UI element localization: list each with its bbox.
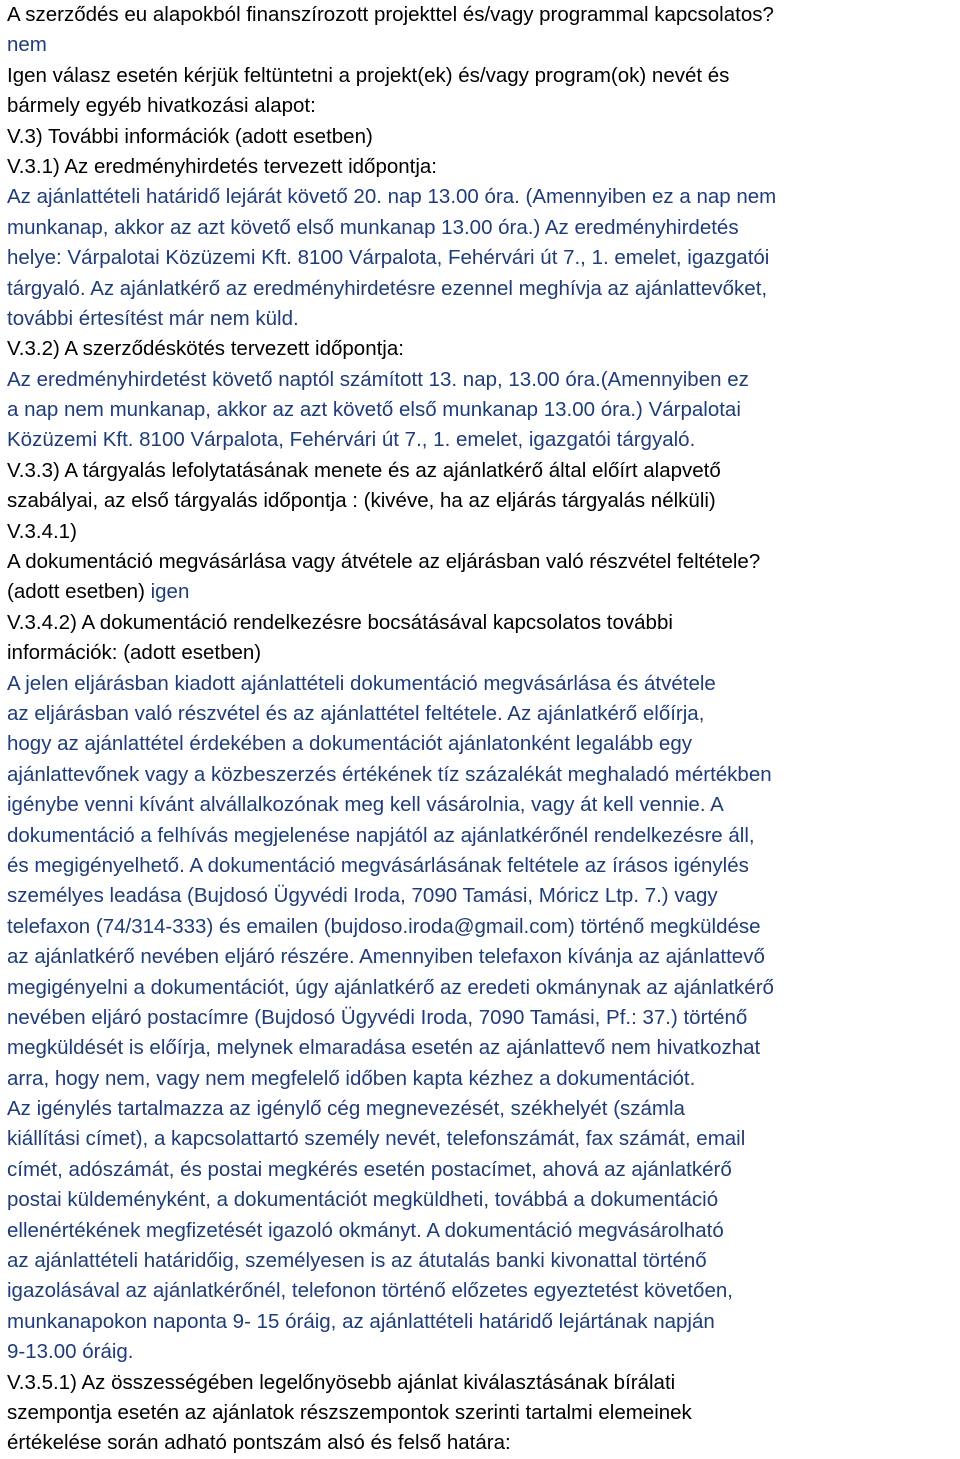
filled-in-text: ajánlattevőnek vagy a közbeszerzés értékének tíz százalékát meghaladó mértékben (7, 762, 772, 786)
form-label-text: V.3) További információk (adott esetben) (7, 124, 373, 148)
text-line (7, 486, 960, 516)
text-line (7, 1216, 960, 1246)
text-line (7, 304, 960, 334)
filled-in-text: címét, adószámát, és postai megkérés esetén postacímet, ahová az ajánlatkérő (7, 1157, 732, 1181)
text-line (7, 1124, 960, 1154)
filled-in-text: igénybe venni kívánt alvállalkozónak meg kell vásárolnia, vagy át kell vennie. A (7, 793, 724, 817)
filled-in-text: személyes leadása (Bujdosó Ügyvédi Iroda, 7090 Tamási, Móricz Ltp. 7.) vagy (7, 884, 718, 908)
text-line (7, 577, 960, 607)
text-line (7, 91, 960, 121)
form-label-text: értékelése során adható pontszám alsó és felső határa: (7, 1431, 511, 1455)
text-line (7, 669, 960, 699)
text-line (7, 1155, 960, 1185)
text-line (7, 608, 960, 638)
filled-in-text: megigényelni a dokumentációt, úgy ajánlatkérő az eredeti okmánynak az ajánlatkérő (7, 975, 774, 999)
form-label-text: információk: (adott esetben) (7, 641, 262, 665)
filled-in-text: és megigényelhető. A dokumentáció megvásárlásának feltétele az írásos igénylés (7, 853, 749, 877)
filled-in-text: az eljárásban való részvétel és az ajánlattétel feltétele. Az ajánlatkérő előírja, (7, 701, 705, 725)
text-line (7, 334, 960, 364)
filled-in-text: dokumentáció a felhívás megjelenése napjától az ajánlatkérőnél rendelkezésre áll, (7, 823, 755, 847)
filled-in-text: nem (7, 33, 47, 57)
filled-in-text: A jelen eljárásban kiadott ajánlattételi dokumentáció megvásárlása és átvétele (7, 671, 716, 695)
text-line (7, 699, 960, 729)
text-line (7, 1337, 960, 1367)
form-label-text: szempontja esetén az ajánlatok részszempontok szerinti tartalmi elemeinek (7, 1400, 692, 1424)
filled-in-text: igazolásával az ajánlatkérőnél, telefonon történő előzetes egyeztetést követően, (7, 1279, 733, 1303)
text-line (7, 1307, 960, 1337)
text-line (7, 942, 960, 972)
text-line (7, 213, 960, 243)
form-label-text: A szerződés eu alapokból finanszírozott projekttel és/vagy programmal kapcsolatos? (7, 3, 774, 26)
text-line (7, 1033, 960, 1063)
text-line (7, 517, 960, 547)
text-line (7, 425, 960, 455)
form-label-text: V.3.4.1) (7, 519, 77, 543)
form-label-text: V.3.5.1) Az összességében legelőnyösebb ajánlat kiválasztásának bírálati (7, 1370, 676, 1394)
form-label-text: szabályai, az első tárgyalás időpontja : (kivéve, ha az eljárás tárgyalás nélküli) (7, 489, 716, 513)
filled-in-text: hogy az ajánlattétel érdekében a dokumentációt ajánlatonként legalább egy (7, 732, 692, 756)
text-line (7, 790, 960, 820)
text-line (7, 274, 960, 304)
form-label-text: V.3.1) Az eredményhirdetés tervezett időpontja: (7, 154, 437, 178)
text-line (7, 881, 960, 911)
filled-in-text: Közüzemi Kft. 8100 Várpalota, Fehérvári út 7., 1. emelet, igazgatói tárgyaló. (7, 428, 696, 452)
text-line (7, 243, 960, 273)
text-line (7, 365, 960, 395)
filled-in-text: Az eredményhirdetést követő naptól számított 13. nap, 13.00 óra.(Amennyiben ez (7, 367, 749, 391)
form-label-text: bármely egyéb hivatkozási alapot: (7, 94, 316, 118)
text-line (7, 973, 960, 1003)
filled-in-text: az ajánlattételi határidőig, személyesen is az átutalás banki kivonattal történő (7, 1249, 707, 1273)
text-line (7, 1398, 960, 1428)
filled-in-text: ellenértékének megfizetését igazoló okmányt. A dokumentáció megvásárolható (7, 1218, 724, 1242)
filled-in-text: munkanapokon naponta 9- 15 óráig, az ajánlattételi határidő lejártának napján (7, 1309, 715, 1333)
filled-in-text: arra, hogy nem, vagy nem megfelelő időben kapta kézhez a dokumentációt. (7, 1066, 696, 1090)
text-line (7, 61, 960, 91)
text-line (7, 912, 960, 942)
text-line (7, 456, 960, 486)
filled-in-text: postai küldeményként, a dokumentációt megküldheti, továbbá a dokumentáció (7, 1188, 719, 1212)
filled-in-text: telefaxon (74/314-333) és emailen (bujdoso.iroda@gmail.com) történő megküldése (7, 914, 761, 938)
form-label-text: A dokumentáció megvásárlása vagy átvétele az eljárásban való részvétel feltétele? (7, 550, 761, 574)
filled-in-text: nevében eljáró postacímre (Bujdosó Ügyvédi Iroda, 7090 Tamási, Pf.: 37.) történő (7, 1005, 748, 1029)
text-line (7, 851, 960, 881)
text-line (7, 821, 960, 851)
form-label-text: Igen válasz esetén kérjük feltüntetni a projekt(ek) és/vagy program(ok) nevét és (7, 63, 730, 87)
text-line (7, 1428, 960, 1458)
text-line (7, 1094, 960, 1124)
text-line (7, 1368, 960, 1398)
form-label-text: V.3.2) A szerződéskötés tervezett időpontja: (7, 337, 404, 361)
text-line (7, 152, 960, 182)
text-line (7, 638, 960, 668)
text-line (7, 182, 960, 212)
text-line (7, 1185, 960, 1215)
filled-in-text: munkanap, akkor az azt követő első munkanap 13.00 óra.) Az eredményhirdetés (7, 215, 739, 239)
filled-in-text: megküldését is előírja, melynek elmaradása esetén az ajánlattevő nem hivatkozhat (7, 1036, 761, 1060)
form-label-text: V.3.4.2) A dokumentáció rendelkezésre bocsátásával kapcsolatos további (7, 610, 673, 634)
filled-in-text: további értesítést már nem küld. (7, 306, 299, 330)
filled-in-text: tárgyaló. Az ajánlatkérő az eredményhirdetésre ezennel meghívja az ajánlattevőket, (7, 276, 768, 300)
filled-in-text: igen (150, 580, 190, 604)
filled-in-text: a nap nem munkanap, akkor az azt követő első munkanap 13.00 óra.) Várpalotai (7, 398, 741, 422)
text-line (7, 729, 960, 759)
text-line (7, 1276, 960, 1306)
text-line (7, 395, 960, 425)
text-line (7, 1003, 960, 1033)
text-line (7, 1246, 960, 1276)
filled-in-text: Az ajánlattételi határidő lejárát követő 20. nap 13.00 óra. (Amennyiben ez a nap nem (7, 185, 777, 209)
filled-in-text: Az igénylés tartalmazza az igénylő cég megnevezését, székhelyét (számla (7, 1097, 685, 1121)
form-label-text: (adott esetben) (7, 580, 151, 604)
text-line (7, 122, 960, 152)
text-line (7, 0, 960, 30)
filled-in-text: kiállítási címet), a kapcsolattartó személy nevét, telefonszámát, fax számát, email (7, 1127, 746, 1151)
filled-in-text: az ajánlatkérő nevében eljáró részére. Amennyiben telefaxon kívánja az ajánlattevő (7, 945, 765, 969)
filled-in-text: 9-13.00 óráig. (7, 1340, 134, 1364)
form-label-text: V.3.3) A tárgyalás lefolytatásának menete és az ajánlatkérő által előírt alapvető (7, 458, 721, 482)
text-line (7, 547, 960, 577)
filled-in-text: helye: Várpalotai Közüzemi Kft. 8100 Várpalota, Fehérvári út 7., 1. emelet, igazgatói (7, 246, 770, 270)
text-line (7, 760, 960, 790)
text-line (7, 1064, 960, 1094)
text-line (7, 30, 960, 60)
